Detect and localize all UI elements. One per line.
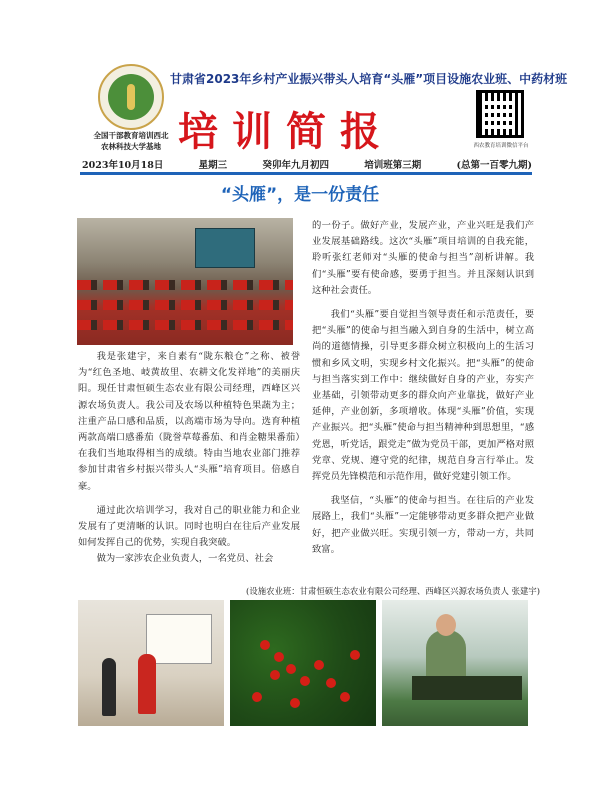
issue-weekday: 星期三 bbox=[198, 160, 228, 171]
qr-code-icon bbox=[476, 90, 524, 138]
article-paragraph: 我是张建宇，来自素有“陇东粮仓”之称、被誉为“红色圣地、岐黄故里、农耕文化发祥地”的美丽庆阳。现任甘肃恒硕生态农业有限公司经理，西峰区兴源农场负责人。我公司及农场以种植特色果蔬为主；注重产品口感和品质，以高端市场为导向。选育种植两款高端口感番茄（陇誉草莓番茄、和肖金糖果番茄）在我们当地取得相当的成绩。特由当地农业部门推荐参加甘肃省乡村振兴带头人“头雁”培育项目。倍感自豪。 bbox=[78, 351, 300, 492]
institution-logo bbox=[98, 64, 164, 130]
article-paragraph: 做为一家涉农企业负责人，一名党员、社会 bbox=[96, 553, 274, 565]
article-left-column bbox=[78, 349, 300, 568]
article-right-column bbox=[312, 218, 534, 558]
article-paragraph-continuation: 的一份子。做好产业，发展产业，产业兴旺是我们产业发展基础路线。这次“头雁”项目培训的自我充能，聆听张红老师对“头雁的使命与担当”剖析讲解。我们“头雁”要有使命感，要勇于担当。并且深刻认识到这种社会责任。 bbox=[312, 220, 534, 296]
qr-caption: 西农教育培训微信平台 bbox=[473, 143, 529, 149]
issue-total-number: (总第一百零九期) bbox=[456, 160, 532, 171]
article-paragraph: 我们“头雁”要自觉担当领导责任和示范责任，要把“头雁”的使命与担当融入到自身的生活中，树立高尚的道德情操，引导更多群众树立积极向上的生活习惯和乡风文明，实现乡村文化振兴。把“头雁”的使命与担当落实到工作中：继续做好自身的产业，夯实产业基础，引领带动更多的群众向产业靠拢，做好产业延伸，产业创新，多项增收。体现“头雁”价值，实现产业振兴。把“头雁”使命与担当精神种到思想里，“感党恩，听党话，跟党走”做为党员干部，更加严格对照党章、党规、遵守党的纪律，规范自身言行举止。发挥党员先锋模范和示范作用，做好党建引领工作。 bbox=[312, 309, 534, 483]
cherry-tomato-photo bbox=[230, 600, 376, 726]
dateline bbox=[82, 157, 532, 171]
issue-number: 培训班第三期 bbox=[364, 160, 422, 171]
masthead-title: 培训简报 bbox=[178, 109, 394, 155]
issue-lunar-date: 癸卯年九月初四 bbox=[262, 160, 329, 171]
article-paragraph: 我坚信，“头雁”的使命与担当。在往后的产业发展路上，我们“头雁”一定能够带动更多群众把产业做好，把产业做兴旺。实现引领一方，带动一方，共同致富。 bbox=[312, 495, 534, 555]
greenhouse-farmer-photo bbox=[382, 600, 528, 726]
program-title: 甘肃省2023年乡村产业振兴带头人培育“头雁”项目设施农业班、中药材班 bbox=[170, 72, 568, 86]
issue-date: 2023年10月18日 bbox=[82, 160, 164, 171]
article-paragraph: 通过此次培训学习，我对自己的职业能力和企业发展有了更清晰的认识。同时也明白在往后产业发展如何发挥自己的优势，实现自我突破。 bbox=[78, 504, 300, 549]
projector-screen bbox=[195, 228, 255, 268]
article-headline: “头雁”，是一份责任 bbox=[220, 185, 380, 205]
classroom-photo bbox=[77, 218, 293, 345]
header-divider bbox=[80, 172, 532, 175]
logo-caption: 全国干部教育培训西北农林科技大学基地 bbox=[93, 131, 169, 151]
author-byline: (设施农业班：甘肃恒硕生态农业有限公司经理、西峰区兴源农场负责人 张建宇) bbox=[246, 586, 540, 596]
wheat-emblem-icon bbox=[108, 74, 154, 120]
speaker-photo bbox=[78, 600, 224, 726]
